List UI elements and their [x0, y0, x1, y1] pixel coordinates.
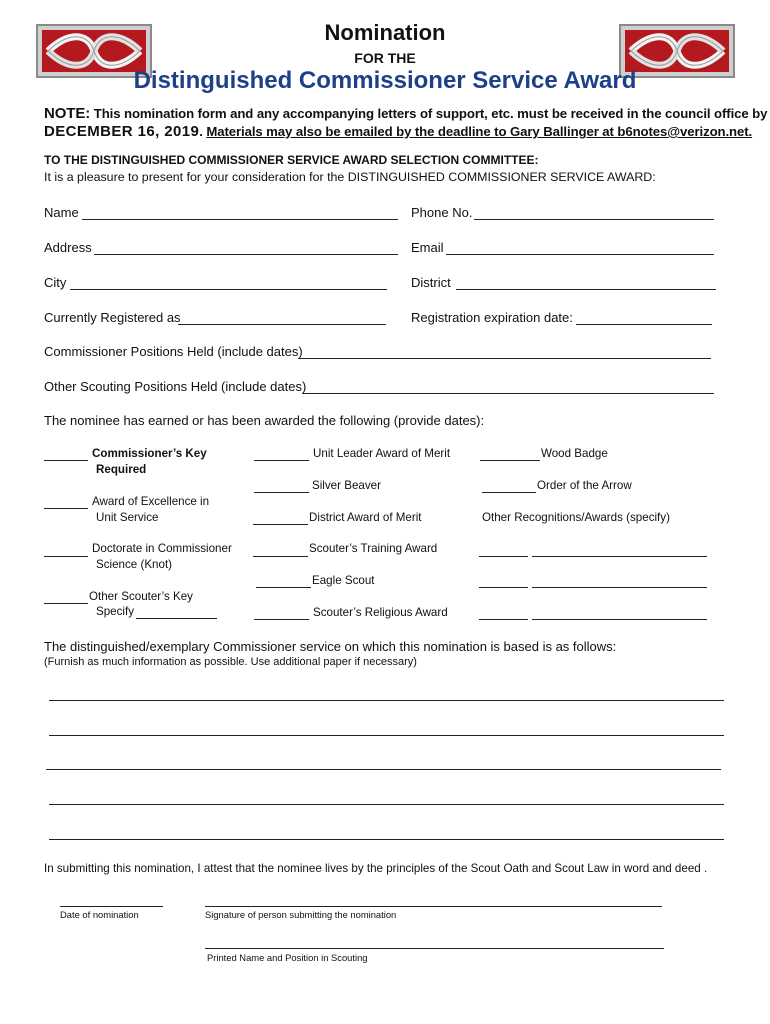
awards-heading: The nominee has earned or has been awarded the following (provide dates):	[44, 413, 485, 428]
expiration-field[interactable]	[576, 324, 712, 325]
other-key-label-1: Other Scouter’s Key	[89, 590, 193, 603]
eagle-scout-date[interactable]	[256, 587, 311, 588]
printed-name-field[interactable]	[205, 948, 664, 949]
religious-award-label: Scouter’s Religious Award	[313, 606, 448, 619]
other-key-label-2: Specify	[96, 605, 135, 618]
commissioner-positions-field[interactable]	[298, 358, 711, 359]
email-label: Email	[411, 240, 444, 255]
phone-label: Phone No.	[411, 205, 473, 220]
service-line-2[interactable]	[49, 735, 724, 736]
service-note: (Furnish as much information as possible. Use additional paper if necessary)	[44, 656, 417, 668]
expiration-label: Registration expiration date:	[411, 310, 573, 325]
intro-to: TO THE DISTINGUISHED COMMISSIONER SERVICE AWARD SELECTION COMMITTEE:	[44, 153, 539, 167]
training-award-label: Scouter’s Training Award	[309, 542, 438, 555]
other-key-specify-field[interactable]	[136, 618, 217, 619]
other-recognition-1-name[interactable]	[532, 556, 707, 557]
email-field[interactable]	[446, 254, 714, 255]
doctorate-date[interactable]	[44, 556, 88, 557]
note-line-2: DECEMBER 16, 2019. Materials may also be emailed by the deadline to Gary Ballinger at b6notes@verizon.net.	[44, 123, 753, 140]
phone-field[interactable]	[474, 219, 714, 220]
wood-badge-date[interactable]	[480, 460, 540, 461]
intro-line: It is a pleasure to present for your consideration for the DISTINGUISHED COMMISSIONER SERVICE AWARD:	[44, 170, 656, 184]
other-recognition-3-date[interactable]	[479, 619, 528, 620]
excellence-date[interactable]	[44, 508, 88, 509]
name-field[interactable]	[82, 219, 398, 220]
service-line-5[interactable]	[49, 839, 724, 840]
note-deadline: DECEMBER 16, 2019	[44, 123, 200, 140]
other-positions-field[interactable]	[302, 393, 714, 394]
note-text-1: This nomination form and any accompanying letters of support, etc. must be received in the council office by	[93, 106, 768, 121]
training-award-date[interactable]	[253, 556, 308, 557]
other-key-date[interactable]	[44, 603, 88, 604]
printed-name-label: Printed Name and Position in Scouting	[207, 952, 368, 963]
date-of-nomination-label: Date of nomination	[60, 909, 139, 920]
registered-label: Currently Registered as	[44, 310, 181, 325]
service-line-3[interactable]	[46, 769, 721, 770]
form-subtitle: FOR THE	[354, 50, 416, 66]
religious-award-date[interactable]	[254, 619, 309, 620]
excellence-label-2: Unit Service	[96, 511, 159, 524]
district-label: District	[411, 275, 451, 290]
commissioner-positions-label: Commissioner Positions Held (include dates)	[44, 344, 303, 359]
note-line-1	[44, 105, 767, 122]
other-recognition-2-name[interactable]	[532, 587, 707, 588]
note-label: NOTE:	[44, 105, 91, 122]
date-of-nomination-field[interactable]	[60, 906, 163, 907]
attest-text: In submitting this nomination, I attest that the nominee lives by the principles of the Scout Oath and Scout Law in word and deed .	[44, 862, 708, 875]
commissioners-key-required: Required	[96, 463, 147, 476]
address-label: Address	[44, 240, 92, 255]
other-recognition-2-date[interactable]	[479, 587, 528, 588]
district-merit-date[interactable]	[253, 524, 308, 525]
silver-beaver-label: Silver Beaver	[312, 479, 381, 492]
eagle-scout-label: Eagle Scout	[312, 574, 375, 587]
district-field[interactable]	[456, 289, 716, 290]
leader-merit-label: Unit Leader Award of Merit	[313, 447, 451, 460]
doctorate-label-1: Doctorate in Commissioner	[92, 542, 232, 555]
signature-label: Signature of person submitting the nomination	[205, 909, 397, 920]
order-arrow-date[interactable]	[482, 492, 536, 493]
commissioners-key-date[interactable]	[44, 460, 88, 461]
city-field[interactable]	[70, 289, 387, 290]
district-merit-label: District Award of Merit	[309, 511, 422, 524]
note-text-2: Materials may also be emailed by the deadline to Gary Ballinger at b6notes@verizon.net.	[206, 124, 753, 139]
city-label: City	[44, 275, 67, 290]
signature-field[interactable]	[205, 906, 662, 907]
other-recognition-3-name[interactable]	[532, 619, 707, 620]
form-title: Nomination	[324, 20, 446, 45]
order-arrow-label: Order of the Arrow	[537, 479, 632, 492]
service-line-4[interactable]	[49, 804, 724, 805]
other-positions-label: Other Scouting Positions Held (include dates)	[44, 379, 307, 394]
other-recognitions-label: Other Recognitions/Awards (specify)	[482, 511, 670, 524]
wood-badge-label: Wood Badge	[541, 447, 608, 460]
registered-field[interactable]	[178, 324, 386, 325]
other-recognition-1-date[interactable]	[479, 556, 528, 557]
commissioners-key-label: Commissioner’s Key	[92, 447, 207, 460]
silver-beaver-date[interactable]	[254, 492, 309, 493]
service-line-1[interactable]	[49, 700, 724, 701]
leader-merit-date[interactable]	[254, 460, 309, 461]
address-field[interactable]	[94, 254, 398, 255]
name-label: Name	[44, 205, 79, 220]
service-heading: The distinguished/exemplary Commissioner service on which this nomination is based is as follows:	[44, 639, 617, 654]
award-title: Distinguished Commissioner Service Award	[133, 67, 637, 94]
doctorate-label-2: Science (Knot)	[96, 558, 173, 571]
excellence-label-1: Award of Excellence in	[92, 495, 210, 508]
